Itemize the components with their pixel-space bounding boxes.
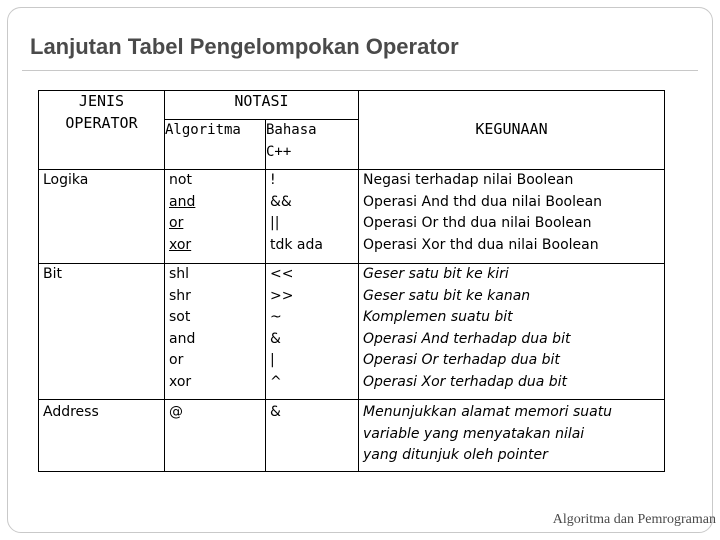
alg-op-shl: shl <box>169 266 190 282</box>
c-op-address: & <box>270 404 281 420</box>
slide-title: Lanjutan Tabel Pengelompokan Operator <box>30 34 459 59</box>
kegunaan-line: Geser satu bit ke kanan <box>363 287 531 304</box>
kegunaan-line: Operasi And terhadap dua bit <box>363 330 571 347</box>
alg-op-sot: sot <box>169 309 191 325</box>
cell-bahasa-bit <box>266 264 359 400</box>
alg-op-and: and <box>169 193 196 210</box>
alg-op-shr: shr <box>169 287 191 304</box>
alg-op-or: or <box>169 215 184 231</box>
c-op-shl: << <box>270 266 294 282</box>
c-op-not: ! <box>270 172 276 188</box>
footer-course-label: Algoritma dan Pemrograman <box>552 512 716 527</box>
header-jenis-line2: OPERATOR <box>65 113 138 132</box>
cell-jenis-bit: Bit <box>39 264 165 400</box>
table-row-bit <box>39 264 665 400</box>
c-op-not: ~ <box>270 309 282 325</box>
header-bahasa-line1: Bahasa <box>266 122 317 138</box>
c-op-xor: tdk ada <box>270 236 323 253</box>
alg-op-and: and <box>169 330 196 347</box>
table-row-address <box>39 400 665 472</box>
header-kegunaan: KEGUNAAN <box>359 91 665 170</box>
kegunaan-line: Komplemen suatu bit <box>363 309 513 325</box>
cell-kegunaan-address <box>359 400 665 472</box>
header-bahasa-line2: C++ <box>266 143 292 160</box>
alg-op-not: not <box>169 172 192 188</box>
c-op-and: & <box>270 330 281 347</box>
alg-op-xor: xor <box>169 236 192 253</box>
header-algoritma: Algoritma <box>165 120 266 170</box>
cell-jenis-address: Address <box>39 400 165 472</box>
kegunaan-line: Operasi Or thd dua nilai Boolean <box>363 215 592 231</box>
cell-kegunaan-bit <box>359 264 665 400</box>
cell-bahasa-address <box>266 400 359 472</box>
c-op-or: || <box>270 215 280 231</box>
alg-op-or: or <box>169 352 184 368</box>
cell-algoritma-bit <box>165 264 266 400</box>
cell-kegunaan-logika <box>359 170 665 264</box>
header-jenis-operator <box>39 91 165 170</box>
kegunaan-line: Geser satu bit ke kiri <box>363 266 509 282</box>
kegunaan-line: variable yang menyatakan nilai <box>363 425 585 442</box>
c-op-shr: >> <box>270 287 294 304</box>
cell-algoritma-address <box>165 400 266 472</box>
kegunaan-line: Negasi terhadap nilai Boolean <box>363 172 574 188</box>
cell-algoritma-logika <box>165 170 266 264</box>
alg-op-xor: xor <box>169 373 192 390</box>
kegunaan-line: Operasi And thd dua nilai Boolean <box>363 193 603 210</box>
operator-table <box>38 90 665 472</box>
header-bahasa <box>266 120 359 170</box>
cell-jenis-logika: Logika <box>39 170 165 264</box>
kegunaan-line: yang ditunjuk oleh pointer <box>363 447 548 463</box>
c-op-and: && <box>270 193 292 210</box>
c-op-xor: ^ <box>270 373 282 390</box>
kegunaan-line: Operasi Or terhadap dua bit <box>363 352 560 368</box>
table-row-logika <box>39 170 665 264</box>
header-jenis-line1: JENIS <box>78 92 125 110</box>
header-notasi: NOTASI <box>165 91 359 120</box>
cell-bahasa-logika <box>266 170 359 264</box>
c-op-or: | <box>270 352 275 368</box>
kegunaan-line: Menunjukkan alamat memori suatu <box>363 404 613 420</box>
kegunaan-line: Operasi Xor thd dua nilai Boolean <box>363 236 599 253</box>
alg-op-address: @ <box>169 404 183 420</box>
title-divider <box>22 70 698 71</box>
kegunaan-line: Operasi Xor terhadap dua bit <box>363 373 568 390</box>
